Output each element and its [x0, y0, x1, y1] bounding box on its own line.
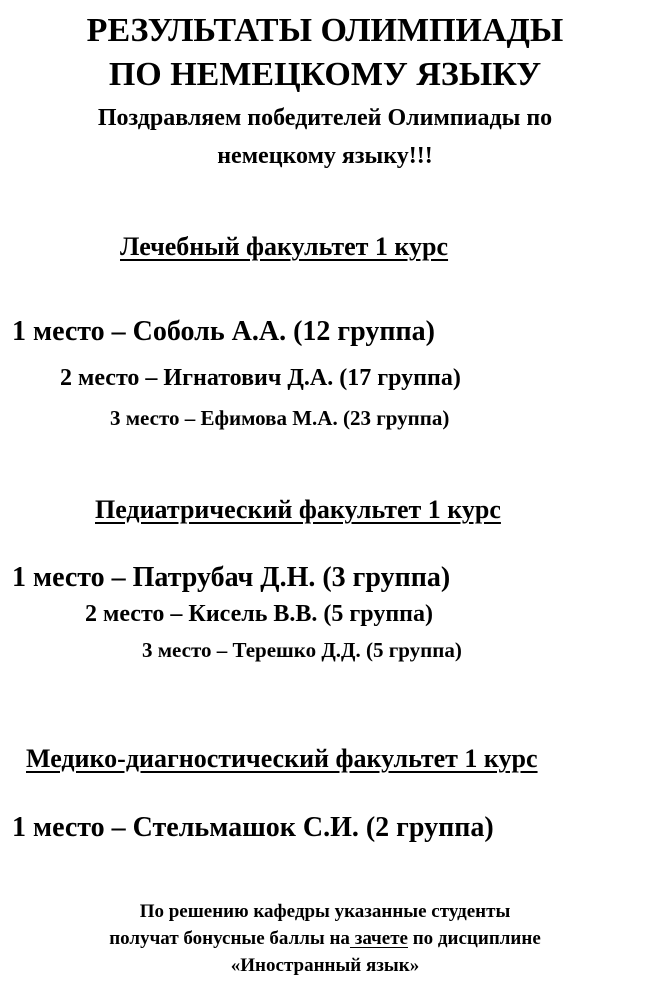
- footer-note-credit-word: зачете: [349, 928, 408, 949]
- congratulation-line-1: Поздравляем победителей Олимпиады по: [97, 105, 553, 131]
- place-2-pediatrics: 2 место – Кисель В.В. (5 группа): [85, 601, 433, 627]
- page-title-line-2: ПО НЕМЕЦКОМУ ЯЗЫКУ: [108, 56, 542, 93]
- place-1-pediatrics: 1 место – Патрубач Д.Н. (3 группа): [12, 562, 451, 593]
- congratulation-line-2: немецкому языку!!!: [217, 143, 433, 169]
- place-3-general-medicine: 3 место – Ефимова М.А. (23 группа): [110, 406, 450, 430]
- page-title-line-1: РЕЗУЛЬТАТЫ ОЛИМПИАДЫ: [86, 12, 564, 49]
- footer-note-line-3: «Иностранный язык»: [230, 955, 420, 976]
- footer-note-line-1: По решению кафедры указанные студенты: [139, 901, 511, 922]
- section-heading-pediatrics: Педиатрический факультет 1 курс: [95, 495, 501, 524]
- section-heading-general-medicine: Лечебный факультет 1 курс: [120, 232, 449, 261]
- place-3-pediatrics: 3 место – Терешко Д.Д. (5 группа): [142, 638, 462, 662]
- footer-note-line-2-end: по дисциплине: [407, 928, 541, 949]
- footer-note-line-2: [0, 929, 650, 948]
- place-1-medical-diagnostics: 1 место – Стельмашок С.И. (2 группа): [12, 812, 494, 843]
- footer-note-line-2-start: получат бонусные баллы на: [109, 928, 350, 949]
- place-1-general-medicine: 1 место – Соболь А.А. (12 группа): [12, 316, 435, 347]
- place-2-general-medicine: 2 место – Игнатович Д.А. (17 группа): [60, 365, 461, 391]
- section-heading-medical-diagnostics: Медико-диагностический факультет 1 курс: [26, 744, 538, 773]
